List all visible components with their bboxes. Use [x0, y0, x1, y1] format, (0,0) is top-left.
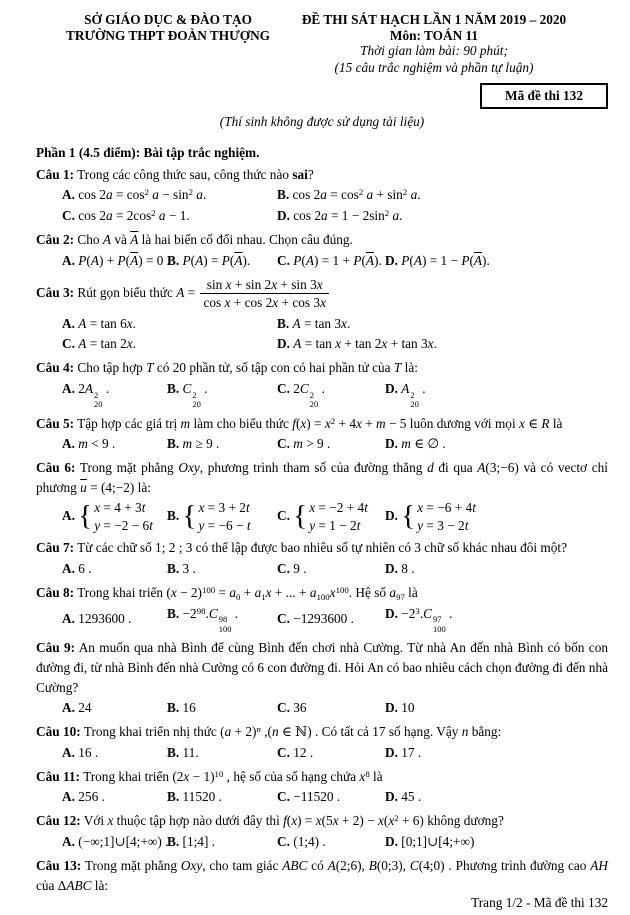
question-paragraph: [36, 538, 608, 558]
option-letter: C.: [277, 789, 290, 805]
option-text: $-2^{98}.C$ 98 100 .: [182, 605, 239, 634]
question-text: Từ các chữ số 1; 2 ; 3 có thể lập được bao nhiêu số tự nhiên có 3 chữ số khác nhau đôi một?: [77, 540, 568, 556]
question: [36, 358, 608, 409]
option-C: [62, 334, 277, 354]
option-letter: D.: [385, 834, 398, 850]
question-text: Cho A và $\overline{A}$ là hai biến cố đối nhau. Chọn câu đúng.: [77, 232, 353, 248]
question: [36, 414, 608, 455]
question: [36, 230, 608, 271]
option-text: 16 .: [78, 744, 99, 760]
option-text: { x = −6 + 4t y = 3 − 2t: [401, 499, 476, 533]
question-text: Trong mặt phẳng Oxy, cho tam giác ABC có A(2;6), B(0;3), C(4;0) . Phương trình đường cao AH của ΔABC là:: [36, 858, 608, 893]
option-C: [277, 559, 385, 579]
question-text: Trong mặt phẳng Oxy, phương trình tham số của đường thẳng d đi qua A(3;−6) và có vectơ chỉ phương $\overline{u}$ = (4;−2) là:: [36, 460, 609, 495]
option-text: 6 .: [78, 561, 92, 577]
option-letter: B.: [167, 507, 180, 523]
option-letter: B.: [167, 436, 180, 452]
option-text: m > 9 .: [293, 436, 331, 452]
option-text: 9 .: [293, 561, 307, 577]
question-text: Trong khai triển $(2x - 1)^{10}$ , hệ số của số hạng chứa $x^8$ là: [83, 768, 383, 784]
exam-title-block: [300, 12, 568, 76]
option-letter: A.: [62, 253, 75, 269]
option-D: [277, 206, 608, 226]
option-letter: D.: [385, 789, 398, 805]
option-text: −1293600 .: [293, 611, 354, 627]
option-letter: A.: [62, 789, 75, 805]
header: [36, 12, 608, 76]
option-A: [62, 787, 167, 807]
question-text: Trong các công thức sau, công thức nào sai?: [77, 166, 314, 182]
option-letter: D.: [385, 744, 398, 760]
option-C: [277, 832, 385, 852]
question: [36, 583, 608, 634]
option-letter: B.: [167, 834, 180, 850]
option-letter: A.: [62, 187, 75, 203]
question-label: Câu 12:: [36, 813, 81, 829]
exam-duration: Thời gian làm bài: 90 phút;: [360, 43, 508, 59]
option-letter: A.: [62, 834, 75, 850]
option-B: [167, 698, 277, 718]
option-B: [277, 314, 608, 334]
option-letter: B.: [277, 187, 290, 203]
option-letter: A.: [62, 381, 75, 397]
option-letter: B.: [167, 744, 180, 760]
option-text: 11520 .: [182, 789, 222, 805]
option-B: [167, 251, 277, 271]
option-A: [62, 434, 167, 454]
options-row: [36, 787, 608, 807]
option-text: 3 .: [182, 561, 196, 577]
option-B: [167, 434, 277, 454]
option-A: [62, 559, 167, 579]
options-row: [36, 185, 608, 205]
option-D: [385, 559, 608, 579]
option-D: [385, 832, 608, 852]
school-name: TRƯỜNG THPT ĐOÀN THƯỢNG: [65, 27, 271, 43]
option-letter: C.: [62, 336, 75, 352]
option-text: 24: [78, 700, 92, 716]
option-text: m < 9 .: [78, 436, 116, 452]
options-row: [36, 559, 608, 579]
option-text: (1;4) .: [293, 834, 326, 850]
option-D: [385, 604, 608, 635]
option-A: [62, 499, 167, 535]
no-materials-notice: (Thí sinh không được sử dụng tài liệu): [219, 113, 425, 129]
option-letter: C.: [277, 744, 290, 760]
options-row: [36, 251, 608, 271]
option-text: $-2^3.C$ 97 100 .: [401, 605, 453, 634]
question-label: Câu 8:: [36, 585, 75, 601]
option-letter: A.: [62, 700, 75, 716]
option-text: $\cos 2a = 1 - 2\sin^2$ a.: [293, 208, 403, 224]
question: [36, 638, 608, 718]
option-text: 36: [293, 700, 307, 716]
question-paragraph: [36, 856, 608, 895]
option-B: [167, 743, 277, 763]
question-text: Trong khai triển $(x - 2)^{100} = a_0 + a_1x$ + ... + $a_{100}x^{100}$. Hệ số $a_{97}$ là: [77, 585, 418, 603]
options-row: [36, 499, 608, 535]
option-letter: D.: [385, 700, 398, 716]
options-row: [36, 434, 608, 454]
option-letter: D.: [277, 336, 290, 352]
question-text: Tập hợp các giá trị m làm cho biểu thức $f(x) = x^2 + 4x + m - 5$ luôn dương với mọi x ∈ R là: [77, 415, 563, 431]
option-text: 11.: [182, 744, 199, 760]
option-B: [167, 559, 277, 579]
question: [36, 275, 608, 354]
option-text: A 2 20 .: [401, 381, 426, 410]
option-letter: D.: [385, 381, 398, 397]
option-text: A = tan 3x.: [292, 315, 351, 331]
question-text: Với x thuộc tập hợp nào dưới đây thì $f(x) = x(5x + 2) - x(x^2 + 6)$ không dương?: [83, 813, 504, 829]
options-row: [36, 604, 608, 635]
question-paragraph: [36, 458, 608, 497]
question-label: Câu 4:: [36, 360, 75, 376]
option-letter: C.: [62, 208, 75, 224]
option-text: $\cos 2a = 2\cos^2$ a − 1.: [78, 208, 190, 224]
options-row: [36, 698, 608, 718]
option-A: [62, 698, 167, 718]
option-letter: C.: [277, 834, 290, 850]
option-text: 1293600 .: [78, 611, 132, 627]
option-letter: C.: [277, 436, 290, 452]
option-text: 2C 2 20 .: [293, 381, 325, 410]
option-D: [385, 698, 608, 718]
option-A: [62, 609, 167, 629]
option-letter: C.: [277, 381, 290, 397]
option-D: [277, 334, 608, 354]
option-D: [385, 434, 608, 454]
option-text: 10: [401, 700, 415, 716]
option-letter: C.: [277, 253, 290, 269]
option-letter: C.: [277, 561, 290, 577]
option-text: 12 .: [293, 744, 314, 760]
option-letter: A.: [62, 315, 75, 331]
option-B: [167, 604, 277, 635]
option-letter: A.: [62, 436, 75, 452]
option-text: $P(A) + P(\overline{A}) = 0$ .: [78, 253, 171, 269]
option-letter: D.: [385, 253, 398, 269]
exam-code: Mã đề thi 132: [505, 87, 583, 103]
question: [36, 165, 608, 227]
option-A: [62, 379, 167, 410]
question-label: Câu 9:: [36, 640, 76, 656]
option-text: A = tan x + tan 2x + tan 3x.: [293, 336, 437, 352]
option-text: 17 .: [401, 744, 422, 760]
option-D: [385, 379, 608, 410]
option-text: −11520 .: [293, 789, 341, 805]
option-letter: B.: [167, 789, 180, 805]
option-letter: D.: [385, 507, 398, 523]
question-paragraph: [36, 275, 608, 313]
option-text: 2A 2 20 .: [78, 381, 110, 410]
question: [36, 722, 608, 763]
option-B: [167, 499, 277, 535]
option-text: { x = 3 + 2t y = −6 − t: [182, 499, 251, 533]
option-letter: D.: [385, 436, 398, 452]
option-text: { x = −2 + 4t y = 1 − 2t: [293, 499, 368, 533]
question-paragraph: [36, 767, 608, 787]
option-B: [167, 379, 277, 410]
option-text: (−∞;1]∪[4;+∞) .: [78, 834, 169, 850]
option-C: [277, 609, 385, 629]
option-text: A = tan 6x.: [78, 315, 136, 331]
option-C: [277, 698, 385, 718]
option-C: [62, 206, 277, 226]
question-paragraph: [36, 583, 608, 603]
option-letter: C.: [277, 507, 290, 523]
option-text: 16: [182, 700, 196, 716]
option-A: [62, 251, 171, 271]
question: [36, 767, 608, 808]
exam-subject: Môn: TOÁN 11: [389, 27, 479, 43]
question-label: Câu 6:: [36, 460, 76, 476]
option-text: $\cos 2a = \cos^2 a + \sin^2 a$.: [292, 187, 421, 203]
option-D: [385, 251, 608, 271]
option-text: m ≥ 9 .: [182, 436, 220, 452]
question-paragraph: [36, 414, 608, 434]
options-row: [36, 206, 608, 226]
question-paragraph: [36, 722, 608, 742]
option-text: [0;1]∪[4;+∞): [401, 834, 475, 850]
option-letter: A.: [62, 507, 75, 523]
exam-format-note: (15 câu trắc nghiệm và phần tự luận): [334, 59, 534, 75]
option-letter: A.: [62, 561, 75, 577]
option-letter: A.: [62, 611, 75, 627]
options-row: [36, 314, 608, 334]
option-D: [385, 499, 608, 535]
options-row: [36, 743, 608, 763]
option-letter: D.: [277, 208, 290, 224]
option-A: [62, 314, 277, 334]
question-label: Câu 13:: [36, 858, 82, 874]
options-row: [36, 334, 608, 354]
option-C: [277, 743, 385, 763]
questions-list: [36, 161, 608, 896]
option-B: [167, 787, 277, 807]
question-text: Trong khai triển nhị thức $(a + 2)^n$ ,(n ∈ ℕ) . Có tất cả 17 số hạng. Vậy n bằng:: [83, 724, 502, 740]
option-C: [277, 787, 385, 807]
option-text: $P(A) = 1 - P(\overline{A})$.: [401, 253, 490, 269]
option-letter: B.: [277, 315, 290, 331]
question-label: Câu 7:: [36, 540, 75, 556]
option-letter: A.: [62, 744, 75, 760]
question-paragraph: [36, 230, 608, 250]
question: [36, 811, 608, 852]
question-paragraph: [36, 811, 608, 831]
issuing-org-block: [36, 12, 300, 76]
question-text: Cho tập hợp T có 20 phần tử, số tập con có hai phần tử của T là:: [77, 360, 418, 376]
page-footer: Trang 1/2 - Mã đề thi 132: [471, 895, 608, 911]
option-D: [385, 743, 608, 763]
question: [36, 458, 608, 534]
section-title: Phần 1 (4.5 điểm): Bài tập trắc nghiệm.: [36, 144, 260, 160]
option-letter: C.: [277, 611, 290, 627]
option-B: [277, 185, 608, 205]
option-A: [62, 743, 167, 763]
option-text: m ∈ ∅ .: [401, 436, 446, 452]
options-row: [36, 379, 608, 410]
option-text: 45 .: [401, 789, 422, 805]
option-text: 256 .: [78, 789, 105, 805]
option-text: C 2 20 .: [182, 381, 208, 410]
exam-title: ĐỀ THI SÁT HẠCH LẦN 1 NĂM 2019 – 2020: [301, 12, 567, 27]
question-paragraph: [36, 165, 608, 185]
option-C: [277, 434, 385, 454]
option-D: [385, 787, 608, 807]
question-label: Câu 11:: [36, 768, 80, 784]
exam-code-box: [480, 83, 608, 109]
question-paragraph: [36, 638, 608, 697]
option-text: 8 .: [401, 561, 415, 577]
option-text: { x = 4 + 3t y = −2 − 6t: [78, 499, 153, 533]
org-name: SỞ GIÁO DỤC & ĐÀO TẠO: [84, 12, 252, 27]
option-C: [277, 379, 385, 410]
question: [36, 538, 608, 579]
option-text: [1;4] .: [182, 834, 216, 850]
option-C: [277, 251, 385, 271]
option-text: A = tan 2x.: [78, 336, 136, 352]
option-C: [277, 499, 385, 535]
option-letter: B.: [167, 700, 180, 716]
question-paragraph: [36, 358, 608, 378]
question-label: Câu 10:: [36, 724, 81, 740]
option-letter: C.: [277, 700, 290, 716]
option-letter: D.: [385, 561, 398, 577]
option-text: $P(A) = P(\overline{A})$.: [182, 253, 251, 269]
option-B: [167, 832, 277, 852]
option-letter: D.: [385, 605, 398, 621]
option-letter: B.: [167, 381, 180, 397]
question-text: Rút gọn biểu thức A = $\frac{\text{sin x + sin 2x + sin 3x}}{\text{cos x + cos 2x + cos 3x}}$: [77, 285, 331, 300]
options-row: [36, 832, 608, 852]
question-label: Câu 5:: [36, 415, 75, 431]
option-A: [62, 185, 277, 205]
option-A: [62, 832, 167, 852]
option-letter: B.: [167, 605, 180, 621]
option-text: $\cos 2a = \cos^2 a - \sin^2 a$.: [78, 187, 207, 203]
option-text: $P(A) = 1 + P(\overline{A})$.: [293, 253, 382, 269]
question-label: Câu 2:: [36, 232, 75, 248]
question: [36, 856, 608, 895]
question-label: Câu 1:: [36, 166, 75, 182]
option-letter: B.: [167, 561, 180, 577]
question-text: An muốn qua nhà Bình để cùng Bình đến chơi nhà Cường. Từ nhà An đến nhà Bình có bốn con đường đi, từ nhà Bình đến nhà Cường có 6 con đường đi. Hỏi An có bao nhiêu cách chọn đường đi đến nhà Cường?: [36, 640, 608, 695]
option-letter: B.: [167, 253, 180, 269]
question-label: Câu 3:: [36, 284, 75, 300]
